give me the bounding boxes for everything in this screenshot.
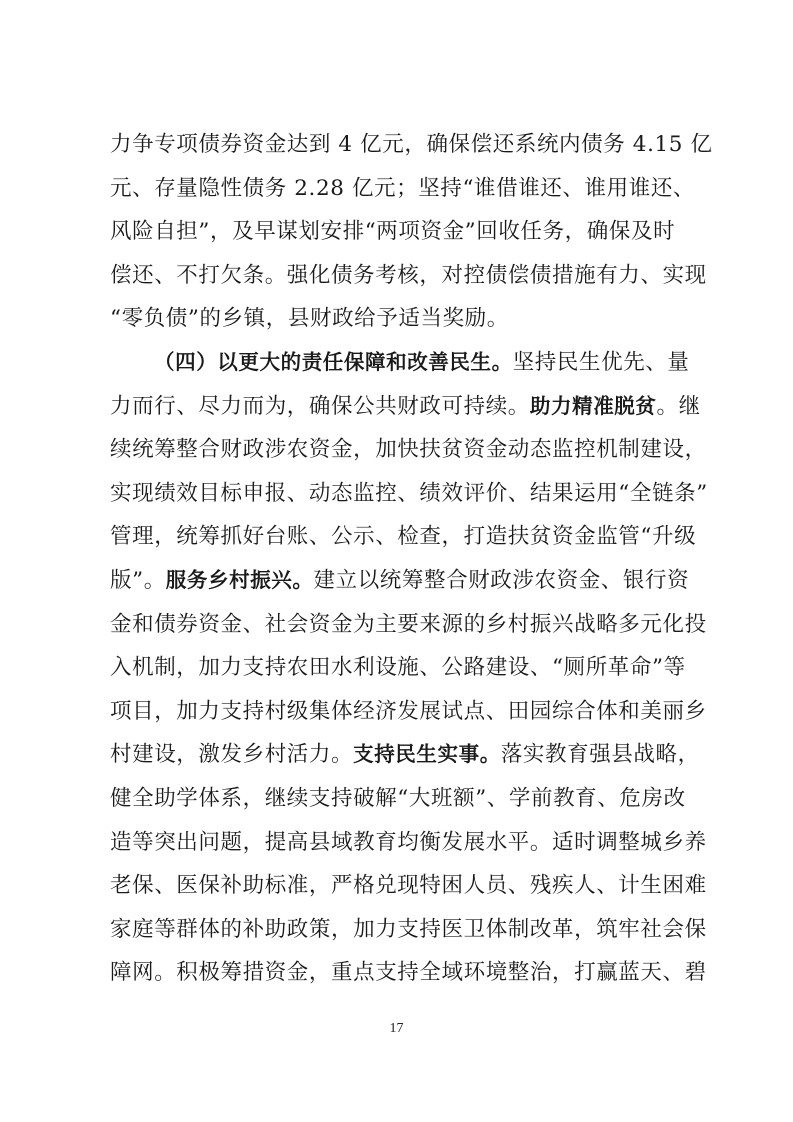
text-line: “零负债”的乡镇，县财政给予适当奖励。 (110, 306, 509, 332)
text-line: 造等突出问题，提高县域教育均衡发展水平。适时调整城乡养 (110, 829, 707, 855)
text-line (110, 385, 701, 429)
text-line: 健全助学体系，继续支持破解“大班额”、学前教育、危房改 (110, 785, 686, 811)
text-line: 管理，统筹抓好台账、公示、检查，打造扶贫资金监管“升级 (110, 524, 697, 550)
text-line: 项目，加力支持村级集体经济发展试点、田园综合体和美丽乡 (110, 698, 707, 724)
subheading-livelihood: 支持民生实事。 (353, 742, 501, 767)
text-line (110, 559, 688, 603)
text-line: 家庭等群体的补助政策，加力支持医卫体制改革，筑牢社会保 (110, 916, 707, 942)
subheading-poverty: 助力精准脱贫 (529, 393, 657, 418)
section-heading-line (110, 341, 688, 385)
text-run: 村建设，激发乡村活力。 (110, 742, 354, 768)
text-line: 实现绩效目标申报、动态监控、绩效评价、结果运用“全链条” (110, 480, 708, 506)
text-run: 。继 (656, 393, 701, 419)
text-line: 力争专项债券资金达到 4 亿元，确保偿还系统内债务 4.15 亿 (110, 132, 713, 157)
text-run: 落实教育强县战略， (500, 742, 700, 768)
subheading-rural: 服务乡村振兴。 (165, 567, 314, 592)
text-line: 障网。积极筹措资金，重点支持全域环境整治，打赢蓝天、碧 (110, 960, 707, 986)
text-line: 老保、医保补助标准，严格兑现特困人员、残疾人、计生困难 (110, 873, 707, 899)
text-line: 续统筹整合财政涉农资金，加快扶贫资金动态监控机制建设， (110, 437, 707, 463)
body-text (110, 123, 713, 995)
section-heading: （四）以更大的责任保障和改善民生。 (154, 349, 513, 374)
text-run: 版”。 (110, 567, 166, 593)
text-line: 风险自担”，及早谋划安排“两项资金”回收任务，确保及时 (110, 219, 676, 245)
text-run: 力而行、尽力而为，确保公共财政可持续。 (110, 393, 530, 419)
text-line: 偿还、不打欠条。强化债务考核，对控债偿债措施有力、实现 (110, 262, 707, 288)
text-run: 坚持民生优先、量 (512, 349, 690, 375)
text-line: 入机制，加力支持农田水利设施、公路建设、“厕所革命”等 (110, 655, 686, 681)
text-line: 金和债券资金、社会资金为主要来源的乡村振兴战略多元化投 (110, 611, 707, 637)
text-run: 建立以统筹整合财政涉农资金、银行资 (313, 567, 690, 593)
page-number: 17 (389, 1021, 404, 1036)
text-line (110, 733, 700, 777)
text-line: 元、存量隐性债务 2.28 亿元；坚持“谁借谁还、谁用谁还、 (110, 175, 696, 201)
